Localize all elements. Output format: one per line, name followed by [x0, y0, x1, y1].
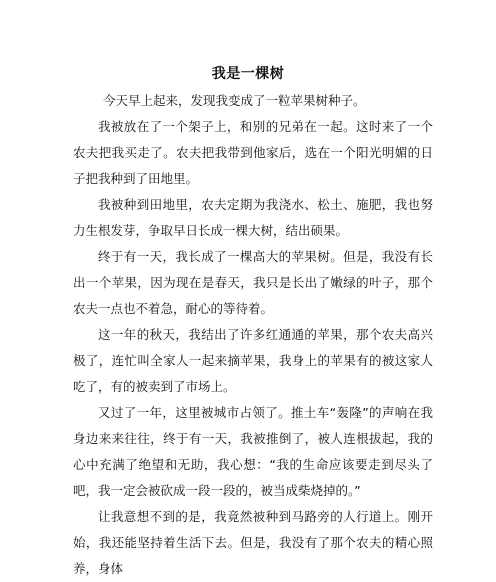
paragraph-4: 终于有一天，我长成了一棵高大的苹果树。但是，我没有长出一个苹果，因为现在是春天，我只是长出了嫩绿的叶子，那个农夫一点也不着急，耐心的等待着。 — [73, 249, 433, 316]
paragraph-2: 我被放在了一个架子上，和别的兄弟在一起。这时来了一个农夫把我买走了。农夫把我带到他家后，选在一个阳光明媚的日子把我种到了田地里。 — [73, 119, 433, 186]
paragraph-5: 这一年的秋天，我结出了许多红通通的苹果，那个农夫高兴极了，连忙叫全家人一起来摘苹果，我身上的苹果有的被这家人吃了，有的被卖到了市场上。 — [73, 327, 433, 394]
paragraph-3: 我被种到田地里，农夫定期为我浇水、松土、施肥，我也努力生根发芽，争取早日长成一棵大树，结出硕果。 — [73, 197, 433, 238]
document-title: 我是一棵树 — [211, 66, 285, 82]
paragraph-6: 又过了一年，这里被城市占领了。推土车“轰隆”的声响在我身边来来往往，终于有一天，我被推倒了，被人连根拔起，我的心中充满了绝望和无助，我心想：“我的生命应该要走到尽头了吧，我一定会被砍成一段一段的，被当成柴烧掉的。” — [73, 405, 433, 498]
paragraph-7: 让我意想不到的是，我竟然被种到马路旁的人行道上。刚开始，我还能坚持着生活下去。但是，我没有了那个农夫的精心照养，身体 — [73, 509, 433, 576]
paragraph-1: 今天早上起来，发现我变成了一粒苹果树种子。 — [103, 93, 366, 108]
